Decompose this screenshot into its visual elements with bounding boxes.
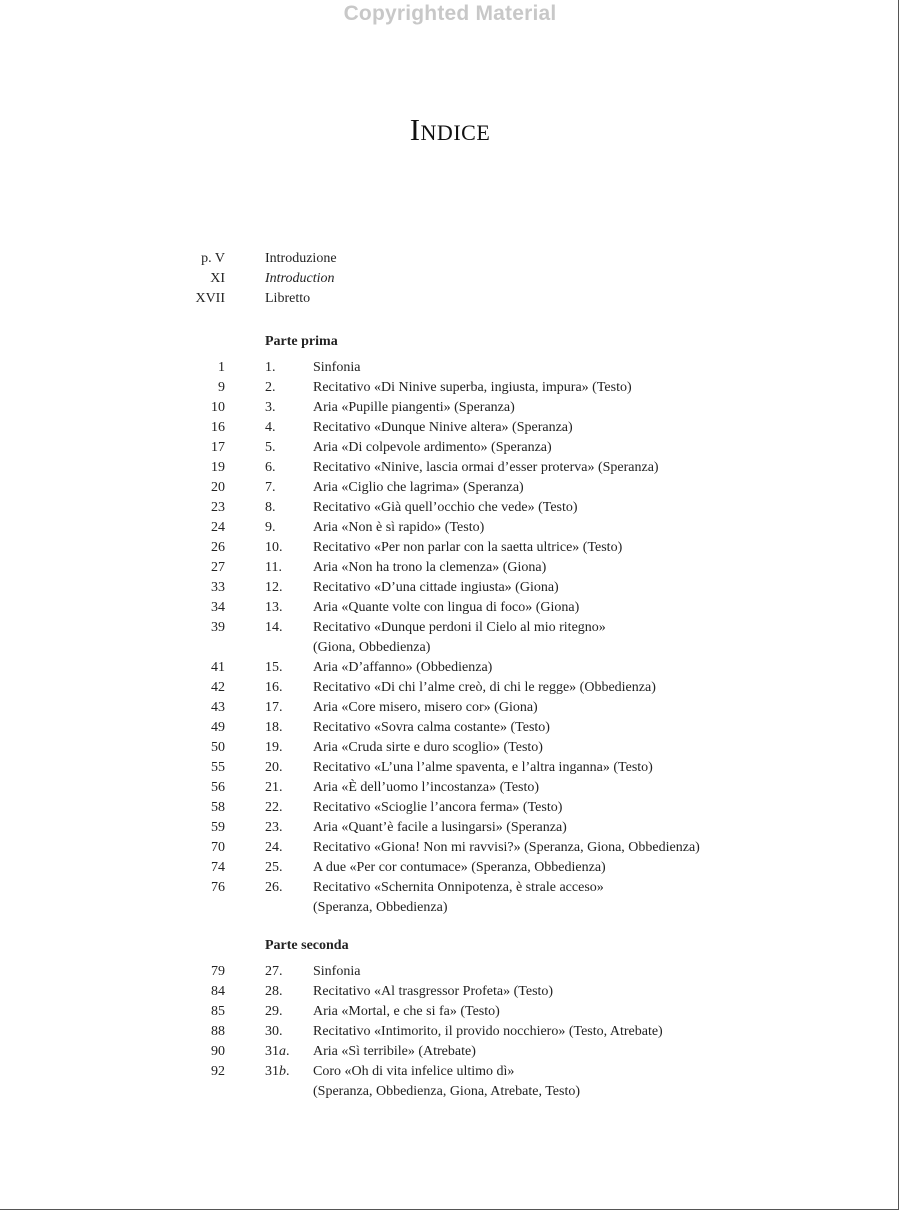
entry-title: Aria «Non ha trono la clemenza» (Giona) [313, 560, 547, 575]
watermark: Copyrighted Material [343, 2, 557, 25]
page-title: Indice [409, 112, 491, 147]
entry-number: 18. [265, 720, 283, 735]
toc-entry [0, 778, 900, 798]
entry-title: Aria «Quante volte con lingua di foco» (Giona) [313, 600, 580, 615]
page-number: 23 [211, 500, 225, 515]
toc-entry [0, 538, 900, 558]
entry-number: 30. [265, 1024, 283, 1039]
toc-entry [0, 458, 900, 478]
entry-number: 17. [265, 700, 283, 715]
toc-entry [0, 438, 900, 458]
toc-entry [0, 818, 900, 838]
entry-title: Aria «D’affanno» (Obbedienza) [313, 660, 493, 675]
entry-title: Recitativo «Dunque Ninive altera» (Speranza) [313, 420, 573, 435]
page-number: 55 [211, 760, 225, 775]
toc-entry [0, 1062, 900, 1102]
page-number: 88 [211, 1024, 225, 1039]
page-number: 34 [211, 600, 225, 615]
page-number: 79 [211, 964, 225, 979]
entry-title: Aria «Cruda sirte e duro scoglio» (Testo) [313, 740, 543, 755]
entry-number: 9. [265, 520, 276, 535]
entry-title: Aria «Core misero, misero cor» (Giona) [313, 700, 538, 715]
entry-title: Recitativo «Di Ninive superba, ingiusta, impura» (Testo) [313, 380, 632, 395]
toc-entry [0, 718, 900, 738]
page-number: 74 [211, 860, 225, 875]
entry-title: Aria «Ciglio che lagrima» (Speranza) [313, 480, 524, 495]
entry-title: Recitativo «Per non parlar con la saetta ultrice» (Testo) [313, 540, 623, 555]
entry-title: A due «Per cor contumace» (Speranza, Obbedienza) [313, 860, 606, 875]
entry-number: 3. [265, 400, 276, 415]
front-matter-row [0, 269, 900, 289]
toc-entry [0, 558, 900, 578]
page-number: 92 [211, 1064, 225, 1079]
toc-entry [0, 758, 900, 778]
page-number: 1 [218, 360, 225, 375]
page-number: 76 [211, 880, 225, 895]
entry-number: 13. [265, 600, 283, 615]
page-number: 24 [211, 520, 225, 535]
entry-number: 15. [265, 660, 283, 675]
part-heading: Parte prima [265, 334, 338, 349]
page-number: p. V [201, 251, 225, 266]
entry-title: Recitativo «Al trasgressor Profeta» (Testo) [313, 984, 554, 999]
entry-title: Recitativo «L’una l’alme spaventa, e l’altra inganna» (Testo) [313, 760, 653, 775]
entry-title: Recitativo «Sovra calma costante» (Testo) [313, 720, 550, 735]
entry-title: Sinfonia [313, 360, 361, 375]
toc-entry [0, 1022, 900, 1042]
entry-title: Coro «Oh di vita infelice ultimo dì» [313, 1064, 515, 1079]
page-number: 42 [211, 680, 225, 695]
toc-entry [0, 798, 900, 818]
entry-number: 22. [265, 800, 283, 815]
page-number: 85 [211, 1004, 225, 1019]
page-number: 58 [211, 800, 225, 815]
entry-title: Aria «Di colpevole ardimento» (Speranza) [313, 440, 552, 455]
toc-entry [0, 418, 900, 438]
page-number: 16 [211, 420, 225, 435]
toc-entry [0, 378, 900, 398]
entry-number: 24. [265, 840, 283, 855]
entry-title: Recitativo «Giona! Non mi ravvisi?» (Speranza, Giona, Obbedienza) [313, 840, 700, 855]
toc-entry [0, 518, 900, 538]
toc-entry [0, 578, 900, 598]
entry-number: 29. [265, 1004, 283, 1019]
page-number: 27 [211, 560, 225, 575]
entry-number: 2. [265, 380, 276, 395]
entry-number: 14. [265, 620, 283, 635]
entry-number: 19. [265, 740, 283, 755]
part-heading: Parte seconda [265, 938, 349, 953]
entry-title: Recitativo «Intimorito, il provido nocchiero» (Testo, Atrebate) [313, 1024, 663, 1039]
entry-title: Aria «Pupille piangenti» (Speranza) [313, 400, 515, 415]
page-number: 50 [211, 740, 225, 755]
entry-title: Libretto [265, 291, 311, 306]
toc-entry [0, 698, 900, 718]
entry-number: 10. [265, 540, 283, 555]
entry-title: (Giona, Obbedienza) [313, 640, 431, 655]
entry-title: (Speranza, Obbedienza, Giona, Atrebate, Testo) [313, 1084, 580, 1099]
entry-title: Introduction [265, 271, 335, 286]
page-number: 90 [211, 1044, 225, 1059]
toc-entry [0, 1002, 900, 1022]
page-number: 70 [211, 840, 225, 855]
entry-title: Recitativo «Già quell’occhio che vede» (Testo) [313, 500, 578, 515]
entry-number: 20. [265, 760, 283, 775]
front-matter-row [0, 289, 900, 309]
entry-title: Recitativo «Scioglie l’ancora ferma» (Testo) [313, 800, 563, 815]
entry-number: 16. [265, 680, 283, 695]
entry-title: Recitativo «Dunque perdoni il Cielo al mio ritegno» [313, 620, 606, 635]
entry-number: 6. [265, 460, 276, 475]
toc-entry [0, 598, 900, 618]
front-matter-row [0, 249, 900, 269]
entry-number: 21. [265, 780, 283, 795]
page-number: 17 [211, 440, 225, 455]
entry-number: 4. [265, 420, 276, 435]
toc-entry [0, 962, 900, 982]
entry-title: Recitativo «Schernita Onnipotenza, è strale acceso» [313, 880, 604, 895]
toc-entry [0, 678, 900, 698]
entry-title: Aria «Quant’è facile a lusingarsi» (Speranza) [313, 820, 567, 835]
entry-title: Introduzione [265, 251, 337, 266]
entry-number: 5. [265, 440, 276, 455]
page-number: 43 [211, 700, 225, 715]
page-number: 26 [211, 540, 225, 555]
entry-title: Recitativo «D’una cittade ingiusta» (Giona) [313, 580, 559, 595]
page-number: 9 [218, 380, 225, 395]
entry-number: 28. [265, 984, 283, 999]
toc-entry [0, 498, 900, 518]
page-number: 41 [211, 660, 225, 675]
entry-title: Aria «Sì terribile» (Atrebate) [313, 1044, 476, 1059]
page-number: 56 [211, 780, 225, 795]
toc-entry [0, 1042, 900, 1062]
toc-entry [0, 358, 900, 378]
entry-title: Sinfonia [313, 964, 361, 979]
entry-number: 31b. [265, 1064, 290, 1079]
toc-entry [0, 738, 900, 758]
entry-title: Recitativo «Ninive, lascia ormai d’esser proterva» (Speranza) [313, 460, 659, 475]
toc-entry [0, 858, 900, 878]
page-number: 84 [211, 984, 225, 999]
page-number: XI [210, 271, 225, 286]
page-number: 33 [211, 580, 225, 595]
entry-title: Aria «Non è sì rapido» (Testo) [313, 520, 485, 535]
entry-number: 12. [265, 580, 283, 595]
toc-entry [0, 838, 900, 858]
toc-entry [0, 982, 900, 1002]
entry-title: Aria «Mortal, e che si fa» (Testo) [313, 1004, 500, 1019]
page-number: XVII [195, 291, 225, 306]
entry-number: 11. [265, 560, 282, 575]
entry-number: 26. [265, 880, 283, 895]
page-number: 20 [211, 480, 225, 495]
entry-number: 8. [265, 500, 276, 515]
entry-title: Recitativo «Di chi l’alme creò, di chi le regge» (Obbedienza) [313, 680, 656, 695]
toc-entry [0, 658, 900, 678]
toc-entry [0, 878, 900, 918]
page-number: 39 [211, 620, 225, 635]
entry-number: 31a. [265, 1044, 290, 1059]
entry-title: Aria «È dell’uomo l’incostanza» (Testo) [313, 780, 540, 795]
toc-entry [0, 478, 900, 498]
page-number: 19 [211, 460, 225, 475]
toc-entry [0, 618, 900, 658]
entry-number: 1. [265, 360, 276, 375]
page-number: 59 [211, 820, 225, 835]
entry-number: 25. [265, 860, 283, 875]
page-number: 10 [211, 400, 225, 415]
entry-number: 27. [265, 964, 283, 979]
entry-number: 7. [265, 480, 276, 495]
page-number: 49 [211, 720, 225, 735]
toc-entry [0, 398, 900, 418]
entry-title: (Speranza, Obbedienza) [313, 900, 448, 915]
entry-number: 23. [265, 820, 283, 835]
